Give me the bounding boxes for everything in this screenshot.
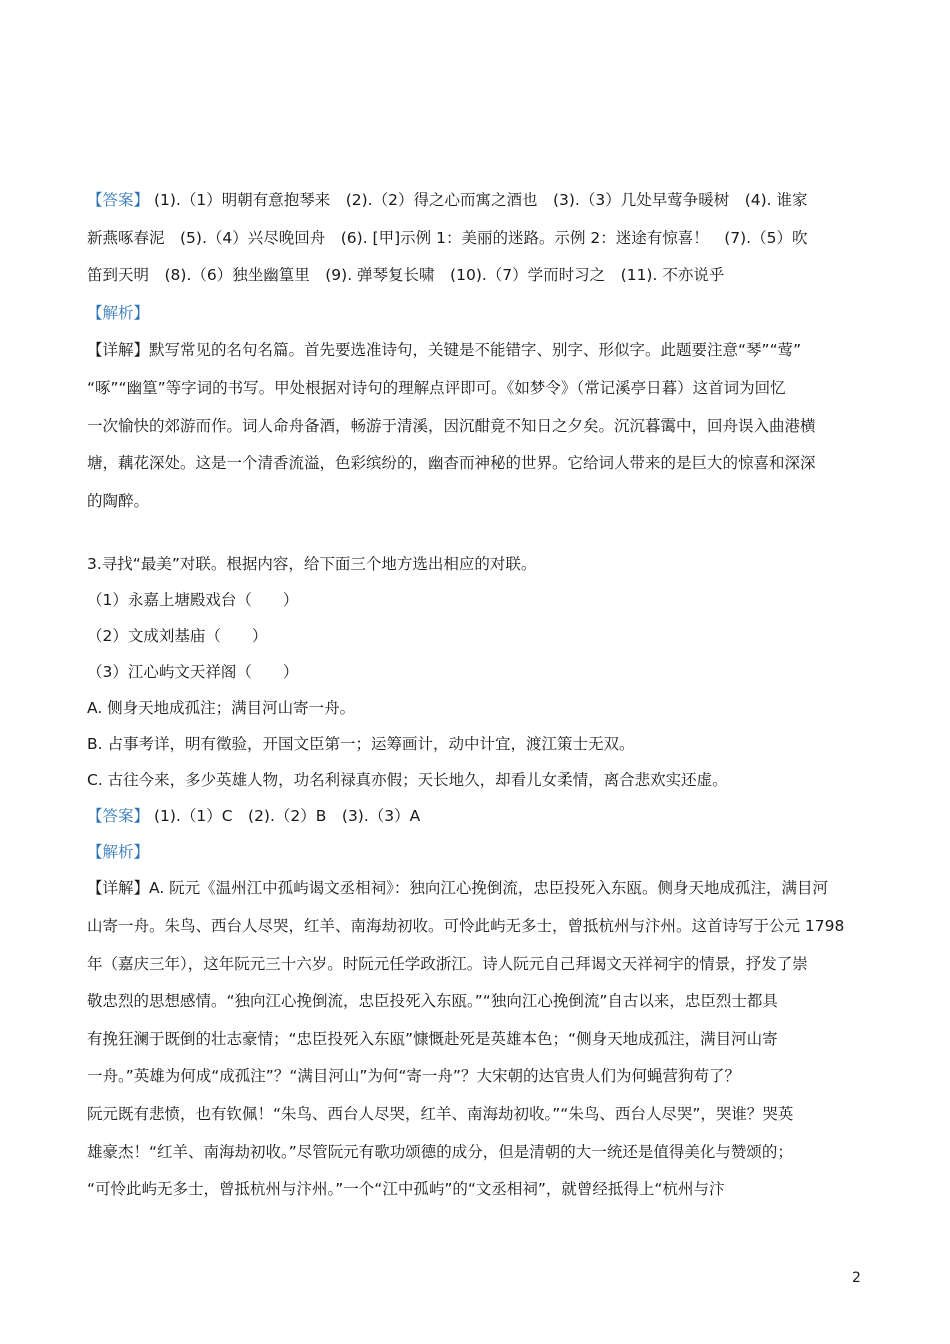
answer-tag: 【答案】 — [87, 807, 150, 826]
option-b: B. 占事考详，明有徵验，开国文臣第一；运筹画计，动中计宜，渡江策士无双。 — [87, 735, 635, 754]
detail-line: 一次愉快的郊游而作。词人命舟备酒，畅游于清溪，因沉酣竟不知日之夕矣。沉沉暮霭中，回舟误入曲港横 — [87, 416, 816, 435]
detail-line: 山寄一舟。朱鸟、西台人尽哭，红羊、南海劫初收。可怜此屿无多士，曾抵杭州与汴州。这首诗写于公元 1798 — [87, 916, 845, 935]
answer-line — [87, 798, 867, 834]
detail-line: 塘，藕花深处。这是一个清香流溢，色彩缤纷的，幽杳而神秘的世界。它给词人带来的是巨大的惊喜和深深 — [87, 454, 816, 473]
page-number: 2 — [852, 1270, 861, 1286]
answer-line-3: 笛到天明 (8).（6）独坐幽篁里 (9). 弹琴复长啸 (10).（7）学而时习之 (11). 不亦说乎 — [87, 266, 725, 285]
detail-line: 年（嘉庆三年），这年阮元三十六岁。时阮元任学政浙江。诗人阮元自己拜谒文天祥祠宇的情景，抒发了崇 — [87, 954, 808, 973]
question-item: （1）永嘉上塘殿戏台（ ） — [87, 591, 299, 610]
option-c: C. 古往今来，多少英雄人物，功名利禄真亦假；天长地久，却看儿女柔情，离合悲欢实还虚。 — [87, 771, 728, 790]
analysis-tag: 【解析】 — [87, 303, 150, 322]
option-a: A. 侧身天地成孤注；满目河山寄一舟。 — [87, 699, 356, 718]
answer-line-1 — [87, 182, 867, 220]
detail-line: “啄”“幽篁”等字词的书写。甲处根据对诗句的理解点评即可。《如梦令》（常记溪亭日暮）这首词为回忆 — [87, 378, 786, 397]
detail-line: 【详解】默写常见的名句名篇。首先要选准诗句，关键是不能错字、别字、形似字。此题要注意“琴”“莺” — [87, 341, 802, 360]
answer-text: (1).（1）C (2).（2）B (3).（3）A — [153, 807, 421, 826]
section-gap — [87, 520, 867, 546]
detail-line: 敬忠烈的思想感情。“独向江心挽倒流，忠臣投死入东瓯。”“独向江心挽倒流”自古以来，忠臣烈士都具 — [87, 992, 778, 1011]
detail-line: 的陶醉。 — [87, 491, 150, 510]
detail-line: “可怜此屿无多士，曾抵杭州与汴州。”一个“江中孤屿”的“文丞相祠”，就曾经抵得上“杭州与汴 — [87, 1180, 725, 1199]
analysis-tag: 【解析】 — [87, 843, 150, 862]
detail-line: 雄豪杰！“红羊、南海劫初收。”尽管阮元有歌功颂德的成分，但是清朝的大一统还是值得美化与赞颂的； — [87, 1142, 793, 1161]
question-item: （3）江心屿文天祥阁（ ） — [87, 663, 299, 682]
detail-line: 阮元既有悲愤，也有钦佩！“朱鸟、西台人尽哭，红羊、南海劫初收。”“朱鸟、西台人尽哭”，哭谁？哭英 — [87, 1104, 794, 1123]
question-stem: 3.寻找“最美”对联。根据内容，给下面三个地方选出相应的对联。 — [87, 555, 537, 574]
page-content — [87, 182, 867, 1209]
detail-line: 一舟。”英雄为何成“成孤注”？“满目河山”为何“寄一舟”？大宋朝的达官贵人们为何蝇营狗苟了？ — [87, 1067, 740, 1086]
answer-line-2: 新燕啄春泥 (5).（4）兴尽晚回舟 (6). [甲]示例 1：美丽的迷路。示例 2：迷途有惊喜！ (7).（5）吹 — [87, 228, 808, 247]
detail-line: 有挽狂澜于既倒的壮志豪情；“忠臣投死入东瓯”慷慨赴死是英雄本色；“侧身天地成孤注，满目河山寄 — [87, 1029, 778, 1048]
question-item: （2）文成刘基庙（ ） — [87, 627, 268, 646]
answer-tag: 【答案】 — [87, 191, 150, 209]
answer-text: (1).（1）明朝有意抱琴来 (2).（2）得之心而寓之酒也 (3).（3）几处早莺争暖树 (4). 谁家 — [153, 191, 808, 209]
detail-line: 【详解】A. 阮元《温州江中孤屿谒文丞相祠》：独向江心挽倒流，忠臣投死入东瓯。侧身天地成孤注，满目河 — [87, 879, 828, 898]
